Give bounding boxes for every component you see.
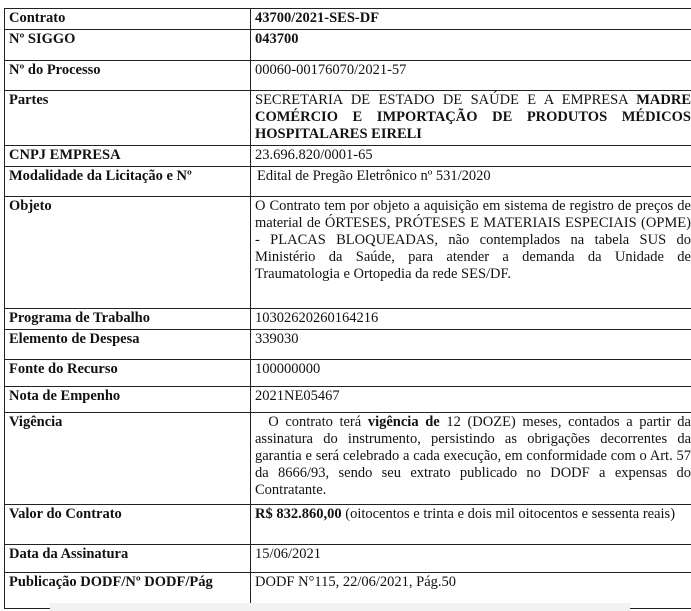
value-partes xyxy=(251,91,691,146)
row-vigencia xyxy=(5,413,691,505)
label-valor: Valor do Contrato xyxy=(5,505,251,545)
value-contrato: 43700/2021-SES-DF xyxy=(251,9,691,30)
value-fonte: 100000000 xyxy=(251,360,691,387)
value-elemento: 339030 xyxy=(251,330,691,360)
row-valor xyxy=(5,505,691,545)
row-modalidade xyxy=(5,167,691,197)
page-edge xyxy=(50,603,630,611)
value-assinatura: 15/06/2021 xyxy=(251,545,691,573)
value-cnpj: 23.696.820/0001-65 xyxy=(251,146,691,167)
label-partes: Partes xyxy=(5,91,251,146)
label-empenho: Nota de Empenho xyxy=(5,387,251,413)
row-programa xyxy=(5,309,691,330)
row-elemento xyxy=(5,330,691,360)
label-publicacao: Publicação DODF/Nº DODF/Pág xyxy=(5,573,251,609)
value-empenho: 2021NE05467 xyxy=(251,387,691,413)
label-siggo: Nº SIGGO xyxy=(5,30,251,61)
value-publicacao: DODF N°115, 22/06/2021, Pág.50 xyxy=(251,573,691,609)
partes-text: SECRETARIA DE ESTADO DE SAÚDE E A EMPRESA xyxy=(255,92,628,108)
contract-table xyxy=(4,8,691,609)
label-assinatura: Data da Assinatura xyxy=(5,545,251,573)
partes-company: MADRE COMÉRCIO E IMPORTAÇÃO DE PRODUTOS MÉDICOS HOSPITALARES EIRELI xyxy=(255,92,691,142)
row-empenho xyxy=(5,387,691,413)
valor-extenso: (oitocentos e trinta e dois mil oitocentos e sessenta reais) xyxy=(345,506,676,522)
label-contrato: Contrato xyxy=(5,9,251,30)
value-processo: 00060-00176070/2021-57 xyxy=(251,61,691,91)
label-vigencia: Vigência xyxy=(5,413,251,505)
row-partes xyxy=(5,91,691,146)
label-modalidade: Modalidade da Licitação e Nº xyxy=(5,167,251,197)
label-fonte: Fonte do Recurso xyxy=(5,360,251,387)
contract-summary xyxy=(4,8,691,609)
row-contrato xyxy=(5,9,691,30)
value-programa: 10302620260164216 xyxy=(251,309,691,330)
label-objeto: Objeto xyxy=(5,197,251,309)
value-vigencia xyxy=(251,413,691,505)
value-valor xyxy=(251,505,691,545)
row-cnpj xyxy=(5,146,691,167)
row-assinatura xyxy=(5,545,691,573)
label-cnpj: CNPJ EMPRESA xyxy=(5,146,251,167)
value-siggo: 043700 xyxy=(251,30,691,61)
value-modalidade: Edital de Pregão Eletrônico nº 531/2020 xyxy=(251,167,691,197)
label-programa: Programa de Trabalho xyxy=(5,309,251,330)
row-processo xyxy=(5,61,691,91)
row-objeto xyxy=(5,197,691,309)
valor-amount: R$ 832.860,00 xyxy=(255,506,342,522)
row-siggo xyxy=(5,30,691,61)
vigencia-prefix: O contrato terá xyxy=(268,414,362,430)
label-elemento: Elemento de Despesa xyxy=(5,330,251,360)
vigencia-bold: vigência de xyxy=(367,414,440,430)
vigencia-text: 12 (DOZE) meses, contados a partir da assinatura do instrumento, persistindo as obrigações decorrentes da garantia e será celebrado a cada execução, em conformidade com o Art. 57 da 8666/93, sendo seu extrato publicado no DODF a expensas do Contratante. xyxy=(255,414,691,498)
value-objeto: O Contrato tem por objeto a aquisição em sistema de registro de preços de material de ÓRTESES, PRÓTESES E MATERIAIS ESPECIAIS (OPME) - PLACAS BLOQUEADAS, não contemplados na tabela SUS do Ministério da Saúde, para atender a demanda da Unidade de Traumatologia e Ortopedia da rede SES/DF. xyxy=(251,197,691,309)
row-fonte xyxy=(5,360,691,387)
label-processo: Nº do Processo xyxy=(5,61,251,91)
